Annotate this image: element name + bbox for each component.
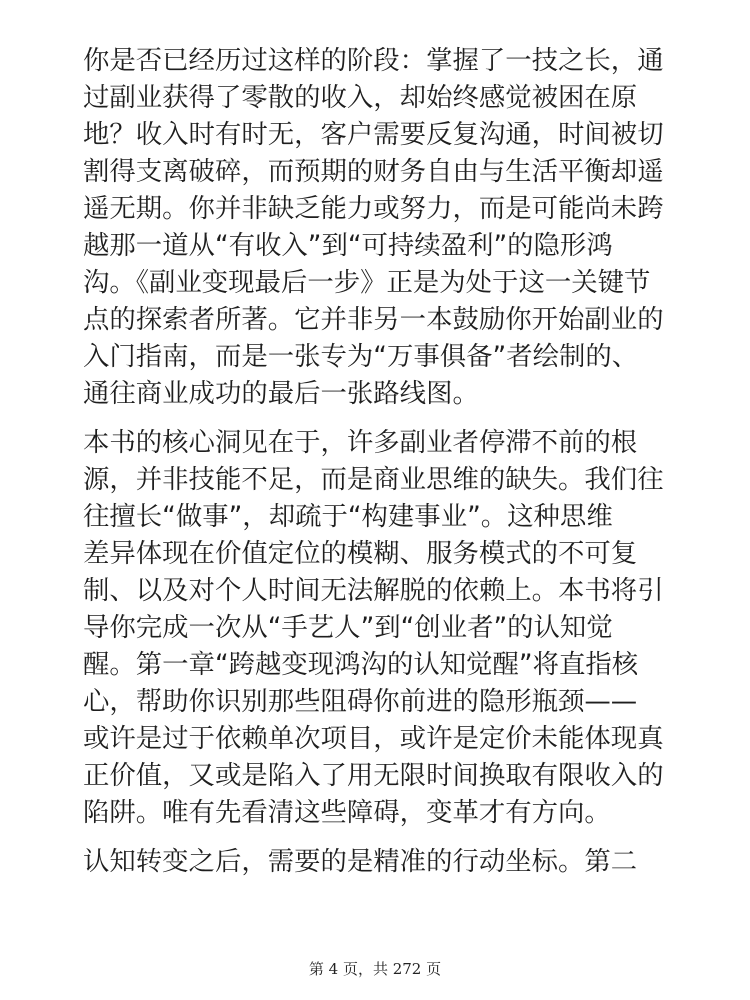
paragraph-spacing (83, 831, 673, 843)
paragraph-1 (83, 42, 673, 412)
text-line: 地？收入时有时无，客户需要反复沟通，时间被切 (83, 119, 664, 150)
text-line: 源，并非技能不足，而是商业思维的缺失。我们往 (83, 464, 664, 495)
text-line: 遥无期。你并非缺乏能力或努力，而是可能尚未跨 (83, 193, 664, 224)
text-line: 正价值，又或是陷入了用无限时间换取有限收入的 (83, 760, 664, 791)
text-line: 往擅长“做事”，却疏于“构建事业”。这种思维 (83, 501, 613, 532)
text-line: 你是否已经历过这样的阶段：掌握了一技之长，通 (83, 45, 664, 76)
text-line: 入门指南，而是一张专为“万事俱备”者绘制的、 (83, 341, 639, 372)
text-line: 差异体现在价值定位的模糊、服务模式的不可复 (83, 538, 638, 569)
text-line: 本书的核心洞见在于，许多副业者停滞不前的根 (83, 427, 638, 458)
text-line: 或许是过于依赖单次项目，或许是定价未能体现真 (83, 723, 664, 754)
page-body (83, 42, 673, 880)
paragraph-3 (83, 843, 673, 880)
text-line: 心，帮助你识别那些阻碍你前进的隐形瓶颈—— (83, 686, 638, 717)
page-number-footer: 第 4 页，共 272 页 (308, 960, 442, 978)
text-line: 越那一道从“有收入”到“可持续盈利”的隐形鸿 (83, 230, 613, 261)
text-line: 陷阱。唯有先看清这些障碍，变革才有方向。 (83, 797, 611, 828)
text-line: 过副业获得了零散的收入，却始终感觉被困在原 (83, 82, 638, 113)
text-line: 通往商业成功的最后一张路线图。 (83, 378, 479, 409)
text-line: 沟。《副业变现最后一步》正是为处于这一关键节 (83, 267, 651, 298)
text-line: 醒。第一章“跨越变现鸿沟的认知觉醒”将直指核 (83, 649, 639, 680)
text-line: 认知转变之后，需要的是精准的行动坐标。第二 (83, 846, 638, 877)
text-line: 导你完成一次从“手艺人”到“创业者”的认知觉 (83, 612, 613, 643)
paragraph-spacing (83, 412, 673, 424)
text-line: 点的探索者所著。它并非另一本鼓励你开始副业的 (83, 304, 664, 335)
text-line: 割得支离破碎，而预期的财务自由与生活平衡却遥 (83, 156, 664, 187)
paragraph-2 (83, 424, 673, 831)
text-line: 制、以及对个人时间无法解脱的依赖上。本书将引 (83, 575, 664, 606)
